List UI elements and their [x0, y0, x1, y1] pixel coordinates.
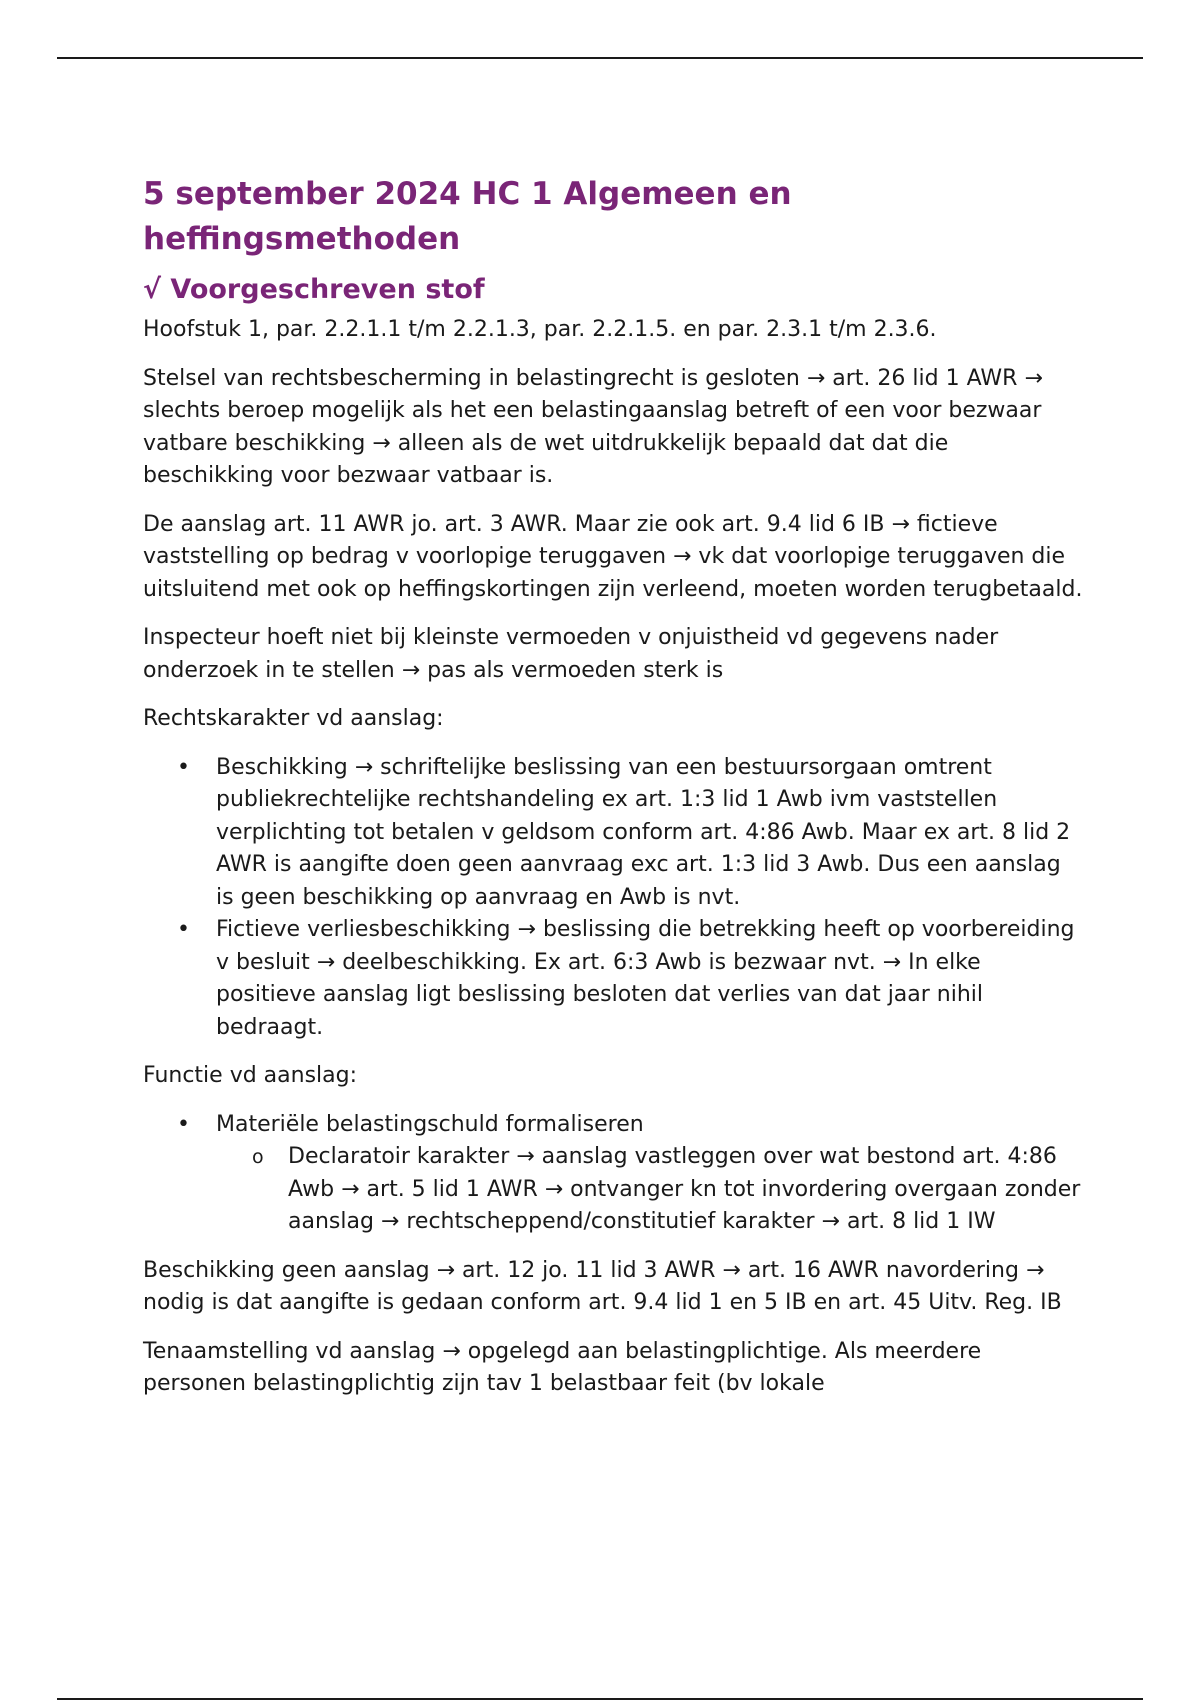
list-legal-character — [143, 752, 1083, 1045]
paragraph-naming: Tenaamstelling vd aanslag → opgelegd aan belastingplichtige. Als meerdere personen belastingplichtig zijn tav 1 belastbaar feit (bv lokale — [143, 1338, 982, 1396]
paragraph-assessment: De aanslag art. 11 AWR jo. art. 3 AWR. Maar zie ook art. 9.4 lid 6 IB → fictieve vaststelling op bedrag v voorlopige teruggaven → vk dat voorlopige teruggaven die uitsluitend met ook op heffingskortingen zijn verleend, moeten worden terugbetaald. — [143, 511, 1083, 602]
list-item — [143, 1109, 1083, 1142]
paragraph-function-label: Functie vd aanslag: — [143, 1063, 358, 1088]
list-item — [143, 914, 1083, 1044]
bullet-icon: • — [177, 754, 190, 780]
paragraph-inspector: Inspecteur hoeft niet bij kleinste vermoeden v onjuistheid vd gegevens nader onderzoek in te stellen → pas als vermoeden sterk is — [143, 625, 999, 683]
paragraph-legal-character-label: Rechtskarakter vd aanslag: — [143, 706, 444, 731]
paragraph-required-reading: Hoofstuk 1, par. 2.2.1.1 t/m 2.2.1.3, par. 2.2.1.5. en par. 2.3.1 t/m 2.3.6. — [143, 317, 937, 342]
bullet-icon: • — [177, 1111, 190, 1137]
sub-bullet-icon: o — [252, 1146, 264, 1168]
sub-list-item-text: Declaratoir karakter → aanslag vastleggen over wat bestond art. 4:86 Awb → art. 5 lid 1 AWR → ontvanger kn tot invordering overgaan zonder aanslag → rechtscheppend/constitutief karakter → art. 8 lid 1 IW — [288, 1144, 1081, 1234]
sub-list-item — [143, 1141, 1083, 1239]
list-function-sub — [143, 1141, 1083, 1239]
section-heading: √ Voorgeschreven stof — [143, 274, 485, 305]
list-item — [143, 752, 1083, 915]
paragraph-decision: Beschikking geen aanslag → art. 12 jo. 11 lid 3 AWR → art. 16 AWR navordering → nodig is dat aangifte is gedaan conform art. 9.4 lid 1 en 5 IB en art. 45 Uitv. Reg. IB — [143, 1257, 1062, 1315]
page-title: 5 september 2024 HC 1 Algemeen en heffingsmethoden — [143, 176, 792, 257]
paragraph-legal-protection: Stelsel van rechtsbescherming in belastingrecht is gesloten → art. 26 lid 1 AWR → slechts beroep mogelijk als het een belastingaanslag betreft of een voor bezwaar vatbare beschikking → alleen als de wet uitdrukkelijk bepaald dat dat die beschikking voor bezwaar vatbaar is. — [143, 365, 1043, 488]
document-body — [143, 172, 1083, 1417]
list-item-text: Beschikking → schriftelijke beslissing van een bestuursorgaan omtrent publiekrechtelijke rechtshandeling ex art. 1:3 lid 1 Awb ivm vaststellen verplichting tot betalen v geldsom conform art. 4:86 Awb. Maar ex art. 8 lid 2 AWR is aangifte doen geen aanvraag exc art. 1:3 lid 3 Awb. Dus een aanslag is geen beschikking op aanvraag en Awb is nvt. — [216, 754, 1071, 910]
list-function — [143, 1109, 1083, 1142]
header-rule — [57, 57, 1143, 59]
list-item-text: Fictieve verliesbeschikking → beslissing die betrekking heeft op voorbereiding v besluit → deelbeschikking. Ex art. 6:3 Awb is bezwaar nvt. → In elke positieve aanslag ligt beslissing besloten dat verlies van dat jaar nihil bedraagt. — [216, 917, 1075, 1040]
bullet-icon: • — [177, 917, 190, 942]
list-item-text: Materiële belastingschuld formaliseren — [216, 1111, 644, 1137]
